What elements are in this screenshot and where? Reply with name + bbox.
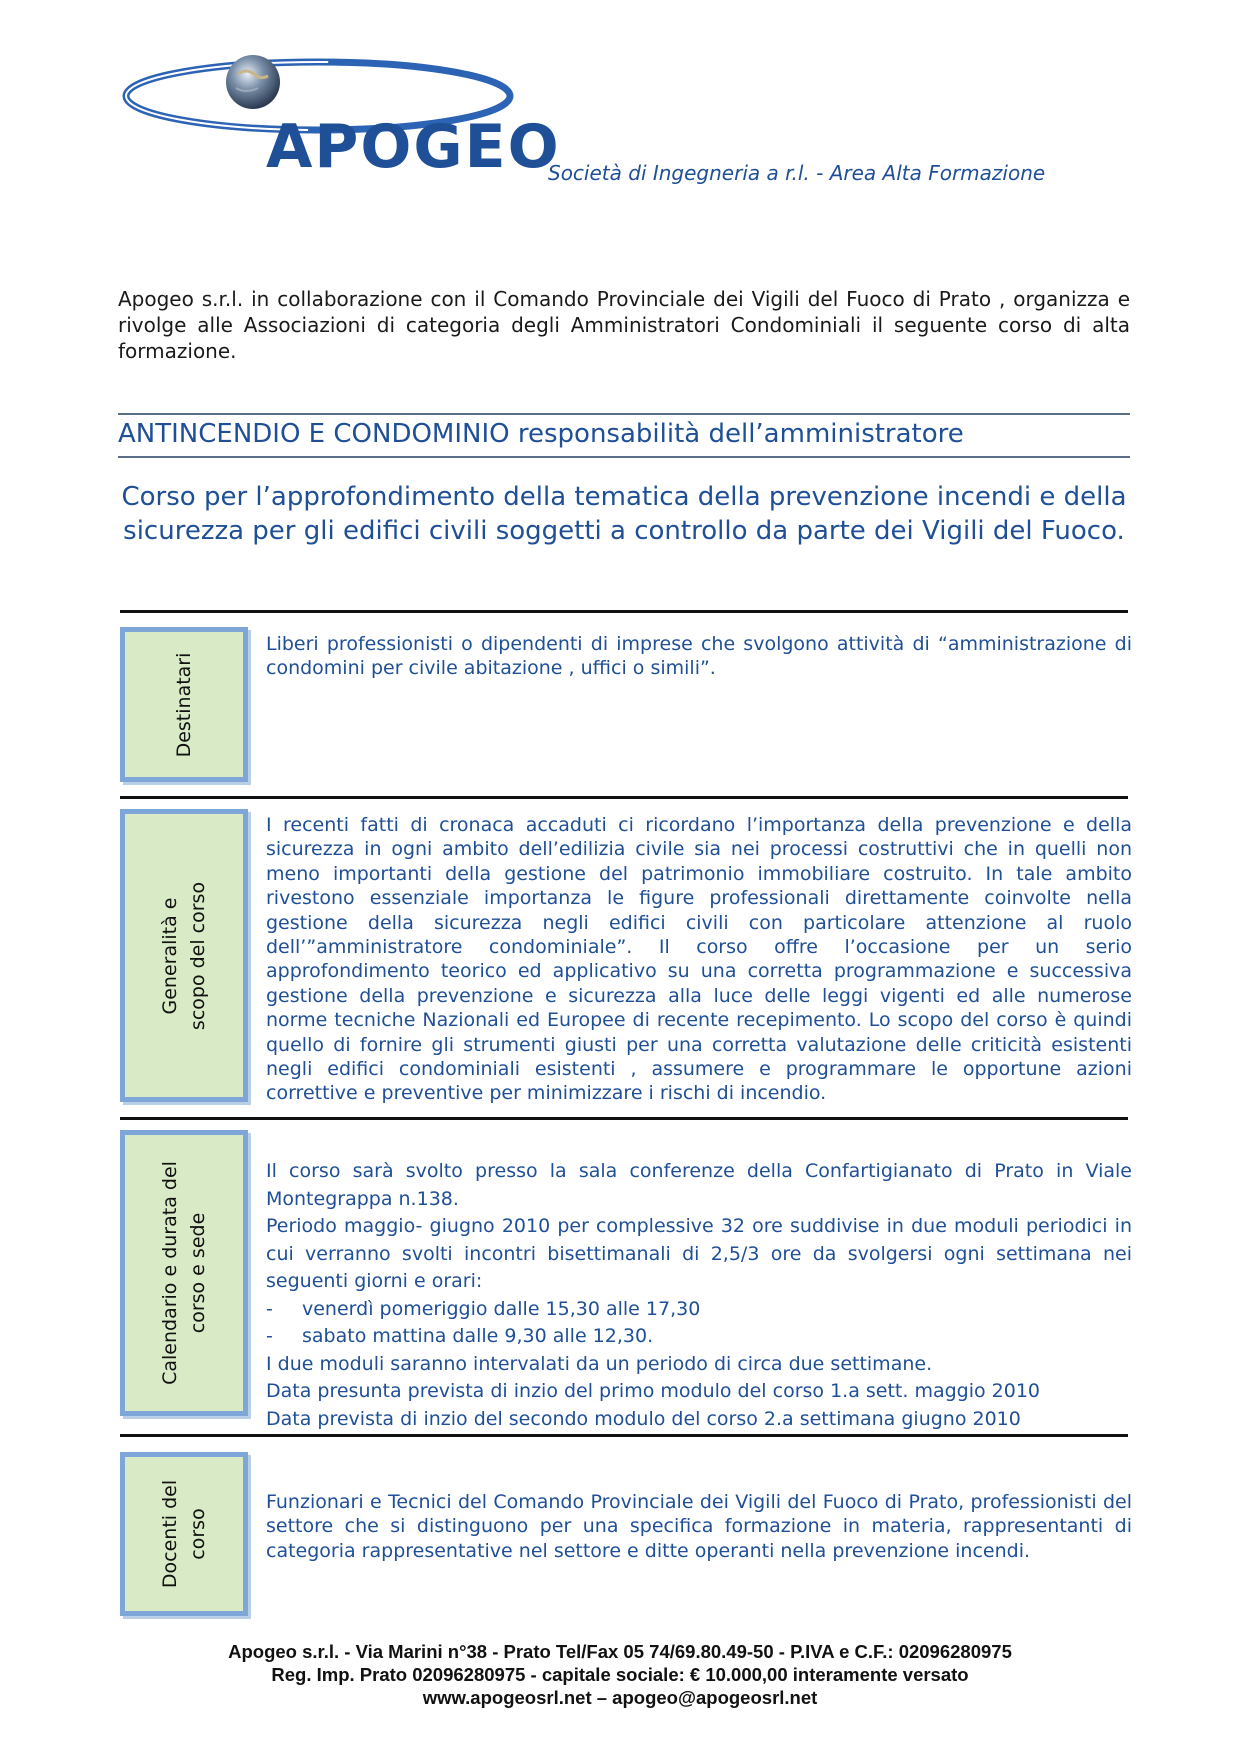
label-text: scopo del corso (187, 881, 209, 1030)
course-title: ANTINCENDIO E CONDOMINIO responsabilità dell’amministratore (118, 419, 964, 449)
apogeo-logo (118, 52, 561, 182)
calendario-interval: I due moduli saranno intervalati da un periodo di circa due settimane. (266, 1352, 933, 1375)
bullet-text: venerdì pomeriggio dalle 15,30 alle 17,30 (302, 1297, 701, 1320)
page-footer (0, 1640, 1240, 1709)
section-divider (120, 1117, 1128, 1120)
title-rule-top (118, 413, 1130, 415)
label-text: Calendario e durata del (159, 1161, 181, 1385)
destinatari-text: Liberi professionisti o dipendenti di imprese che svolgono attività di “amministrazione di condomini per civile abitazione , uffici o simili”. (266, 633, 1132, 680)
section-label-docenti (120, 1452, 248, 1616)
section-divider (120, 796, 1128, 799)
calendario-venue: Il corso sarà svolto presso la sala conferenze della Confartigianato di Prato in Viale Montegrappa n.138. (266, 1160, 1132, 1210)
label-text: Generalità e (159, 897, 181, 1014)
section-divider (120, 1434, 1128, 1437)
calendario-start-2: Data prevista di inzio del secondo modulo del corso 2.a settimana giugno 2010 (266, 1407, 1021, 1430)
globe-icon (226, 55, 280, 109)
footer-contacts: www.apogeosrl.net – apogeo@apogeosrl.net (422, 1687, 818, 1708)
section-label-generalita (120, 809, 248, 1102)
section-text-docenti (266, 1490, 1132, 1563)
section-label-calendario (120, 1130, 248, 1416)
calendario-period: Periodo maggio- giugno 2010 per complessive 32 ore suddivise in due moduli periodici in cui verranno svolti incontri bisettimanali di 2,5/3 ore da svolgersi ogni settimana nei seguenti giorni e orari: (266, 1215, 1132, 1292)
section-divider (120, 610, 1128, 613)
bullet-dash: - (266, 1325, 273, 1347)
bullet-dash: - (266, 1297, 273, 1320)
label-text: Docenti del (159, 1479, 181, 1589)
label-text: corso (187, 1508, 209, 1560)
footer-registry: Reg. Imp. Prato 02096280975 - capitale sociale: € 10.000,00 interamente versato (271, 1664, 969, 1685)
section-label-destinatari (120, 627, 248, 782)
company-tagline: Società di Ingegneria a r.l. - Area Alta Formazione (548, 161, 1046, 185)
intro-paragraph: Apogeo s.r.l. in collaborazione con il Comando Provinciale dei Vigili del Fuoco di Prato , organizza e rivolge alle Associazioni di categoria degli Amministratori Condominiali il seguente corso di alta formazione. (118, 287, 1130, 363)
footer-address: Apogeo s.r.l. - Via Marini n°38 - Prato Tel/Fax 05 74/69.80.49-50 - P.IVA e C.F.: 02096280975 (228, 1641, 1012, 1662)
list-item (266, 1323, 1132, 1351)
logo-wordmark: APOGEO (266, 112, 561, 182)
list-item (266, 1296, 1132, 1324)
label-text: Destinatari (173, 652, 195, 757)
section-text-generalita (266, 813, 1132, 1106)
generalita-text: I recenti fatti di cronaca accaduti ci ricordano l’importanza della prevenzione e della sicurezza in ogni ambito dell’edilizia civile sia nei processi costruttivi che in quelli non meno importanti della gestione del patrimonio immobiliare costruito. In tale ambito rivestono essenziale importanza le figure professionali direttamente coinvolte nella gestione della sicurezza negli edifici civili con particolare attenzione al ruolo dell’”amministratore condominiale”. Il corso offre l’occasione per un serio approfondimento teorico ed applicativo su una corretta programmazione e successiva gestione della prevenzione e sicurezza alla luce delle leggi vigenti ed alle numerose norme tecniche Nazionali ed Europee di recente recepimento. Lo scopo del corso è quindi quello di fornire gli strumenti giusti per una corretta valutazione delle criticità esistenti negli edifici condominiali esistenti , assumere e programmare le opportune azioni correttive e preventive per minimizzare i rischi di incendio. (266, 814, 1132, 1105)
title-rule-bottom (118, 456, 1130, 458)
label-text: corso e sede (187, 1212, 209, 1334)
docenti-text: Funzionari e Tecnici del Comando Provinciale dei Vigili del Fuoco di Prato, professionisti del settore che si distinguono per una specifica formazione in materia, rappresentanti di categoria rappresentative nel settore e ditte operanti nella prevenzione incendi. (266, 1491, 1132, 1562)
calendario-start-1: Data presunta prevista di inzio del primo modulo del corso 1.a sett. maggio 2010 (266, 1380, 1041, 1402)
bullet-text: sabato mattina dalle 9,30 alle 12,30. (302, 1325, 654, 1347)
section-text-destinatari (266, 632, 1132, 681)
course-subtitle: Corso per l’approfondimento della tematica della prevenzione incendi e della sicurezza per gli edifici civili soggetti a controllo da parte dei Vigili del Fuoco. (121, 482, 1127, 546)
section-text-calendario (266, 1158, 1132, 1433)
